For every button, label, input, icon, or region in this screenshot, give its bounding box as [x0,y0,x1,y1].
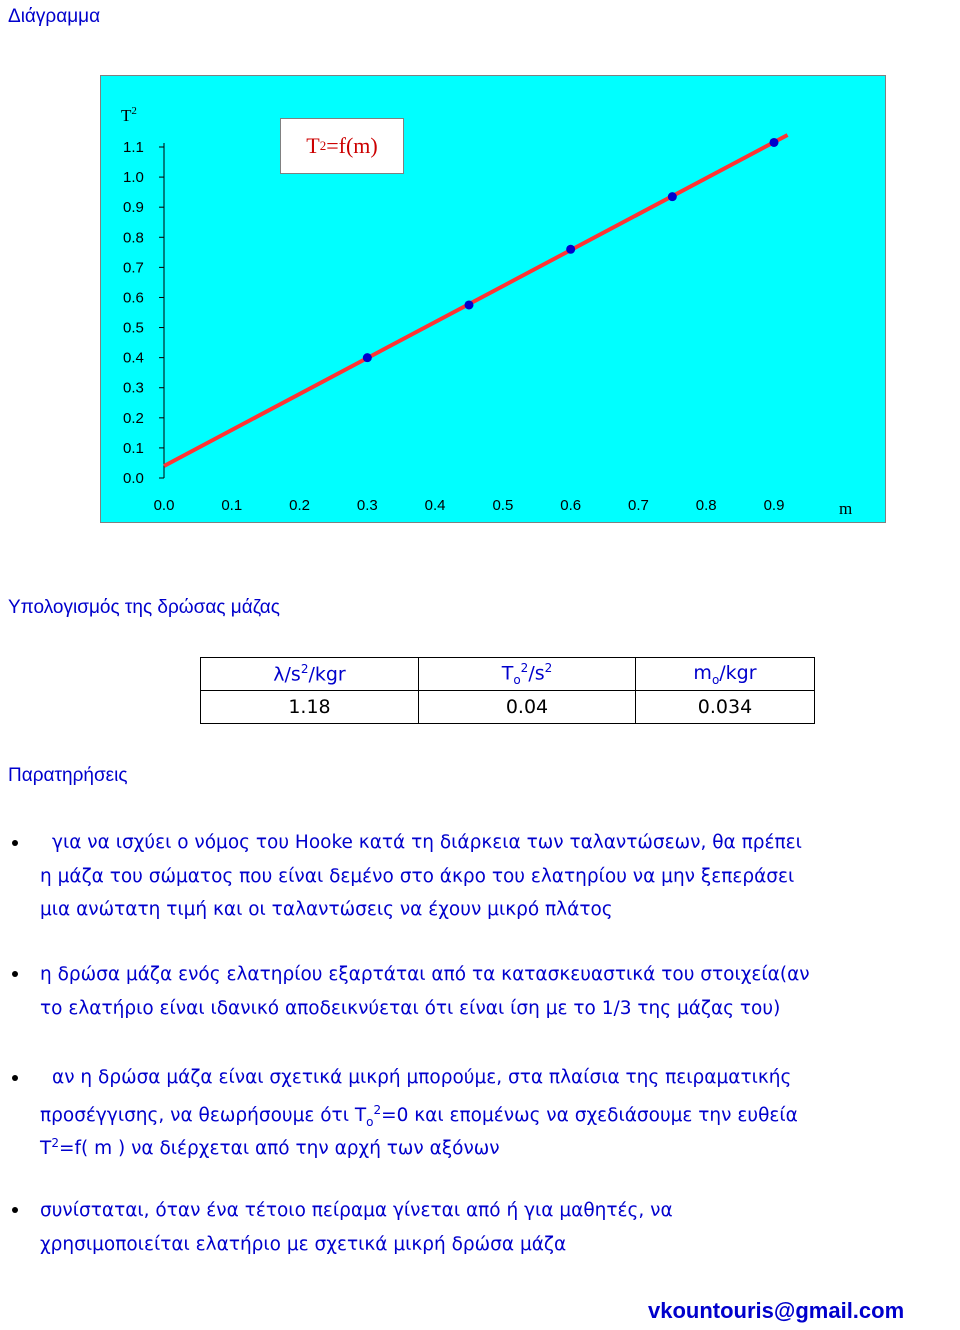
table-row [201,691,815,724]
note-3-line-1: αν η δρώσα μάζα είναι σχετικά μικρή μπορούμε, στα πλαίσια της πειραματικής [52,1067,792,1088]
bullet-icon [12,1075,18,1081]
diagram-heading: Διάγραμμα [8,6,101,27]
x-tick-label: 0.6 [560,497,582,514]
y-tick-label: 0.9 [123,199,144,217]
bullet-icon [12,1207,18,1213]
calc-heading: Υπολογισμός της δρώσας μάζας [8,597,280,618]
y-tick-label: 0.2 [123,409,144,427]
chart-title-base: T [306,133,320,158]
note-2-line-2: το ελατήριο είναι ιδανικό αποδεικνύεται ότι είναι ίση με το 1/3 της μάζας του) [40,998,781,1019]
header-period-intercept: $T_o^2/s^2$ [419,658,636,691]
y-tick-label: 0.0 [123,470,144,487]
bullet-icon [12,971,18,977]
x-tick-label: 0.5 [492,497,514,514]
y-tick-label: 0.5 [123,319,144,337]
chart-title [280,118,404,174]
data-point [668,192,677,201]
value-spring-constant: 1.18 [201,691,419,724]
x-tick-label: 0.9 [763,497,785,514]
y-tick-label: 1.1 [123,139,144,156]
x-tick-label: 0.2 [289,497,310,514]
note-4-line-2: χρησιμοποιείται ελατήριο με σχετικά μικρή δρώσα μάζα [40,1234,567,1255]
y-tick-label: 0.8 [123,229,144,247]
data-point [566,245,575,254]
y-tick-label: 0.7 [123,259,144,277]
chart-title-rest: =f(m) [326,133,378,158]
x-tick-label: 0.1 [221,497,243,514]
chart-title-sup: 2 [319,138,327,153]
data-point [770,138,779,147]
y-tick-label: 0.1 [123,439,144,457]
header-spring-constant: $\lambda/s^2$/kgr [201,658,419,691]
data-point [465,300,474,309]
note-1-line-2: η μάζα του σώματος που είναι δεμένο στο άκρο του ελατηρίου να μην ξεπεράσει [40,866,795,887]
note-2-line-1: η δρώσα μάζα ενός ελατηρίου εξαρτάται από τα κατασκευαστικά του στοιχεία(αν [40,964,810,985]
x-tick-label: 0.7 [628,497,649,514]
y-tick-label: 0.4 [123,349,144,367]
y-tick-label: 1.0 [123,169,144,187]
note-4-line-1: συνίσταται, όταν ένα τέτοιο πείραμα γίνεται από ή για μαθητές, να [40,1200,673,1221]
note-3-line-3: $T^2=f$( m ) να διέρχεται από την αρχή των αξόνων [40,1136,500,1160]
results-table [200,657,815,724]
y-tick-label: 0.3 [123,379,144,397]
table-header-row [201,658,815,691]
value-effective-mass: 0.034 [636,691,815,724]
data-point [363,353,372,362]
note-1-line-1: για να ισχύει ο νόμος του Hooke κατά τη διάρκεια των ταλαντώσεων, θα πρέπει [52,832,802,853]
value-period-intercept: 0.04 [419,691,636,724]
observations-heading: Παρατηρήσεις [8,765,128,786]
x-axis-label: m [839,499,853,518]
x-tick-label: 0.8 [695,497,717,514]
chart-svg [101,76,887,524]
fit-line [164,135,788,466]
author-email: vkountouris@gmail.com [648,1298,905,1323]
x-tick-label: 0.3 [356,497,378,514]
y-axis-label: $T^2$ [121,105,137,125]
x-tick-label: 0.0 [153,497,175,514]
y-tick-label: 0.6 [123,289,144,307]
note-3-line-2: προσέγγισης, να θεωρήσουμε ότι $T_o^2=0$ και επομένως να σχεδιάσουμε την ευθεία [40,1103,798,1129]
bullet-icon [12,840,18,846]
chart-area [100,75,886,523]
header-effective-mass: $m_o$/kgr [636,658,815,691]
note-1-line-3: μια ανώτατη τιμή και οι ταλαντώσεις να έχουν μικρό πλάτος [40,899,613,920]
x-tick-label: 0.4 [424,497,446,514]
